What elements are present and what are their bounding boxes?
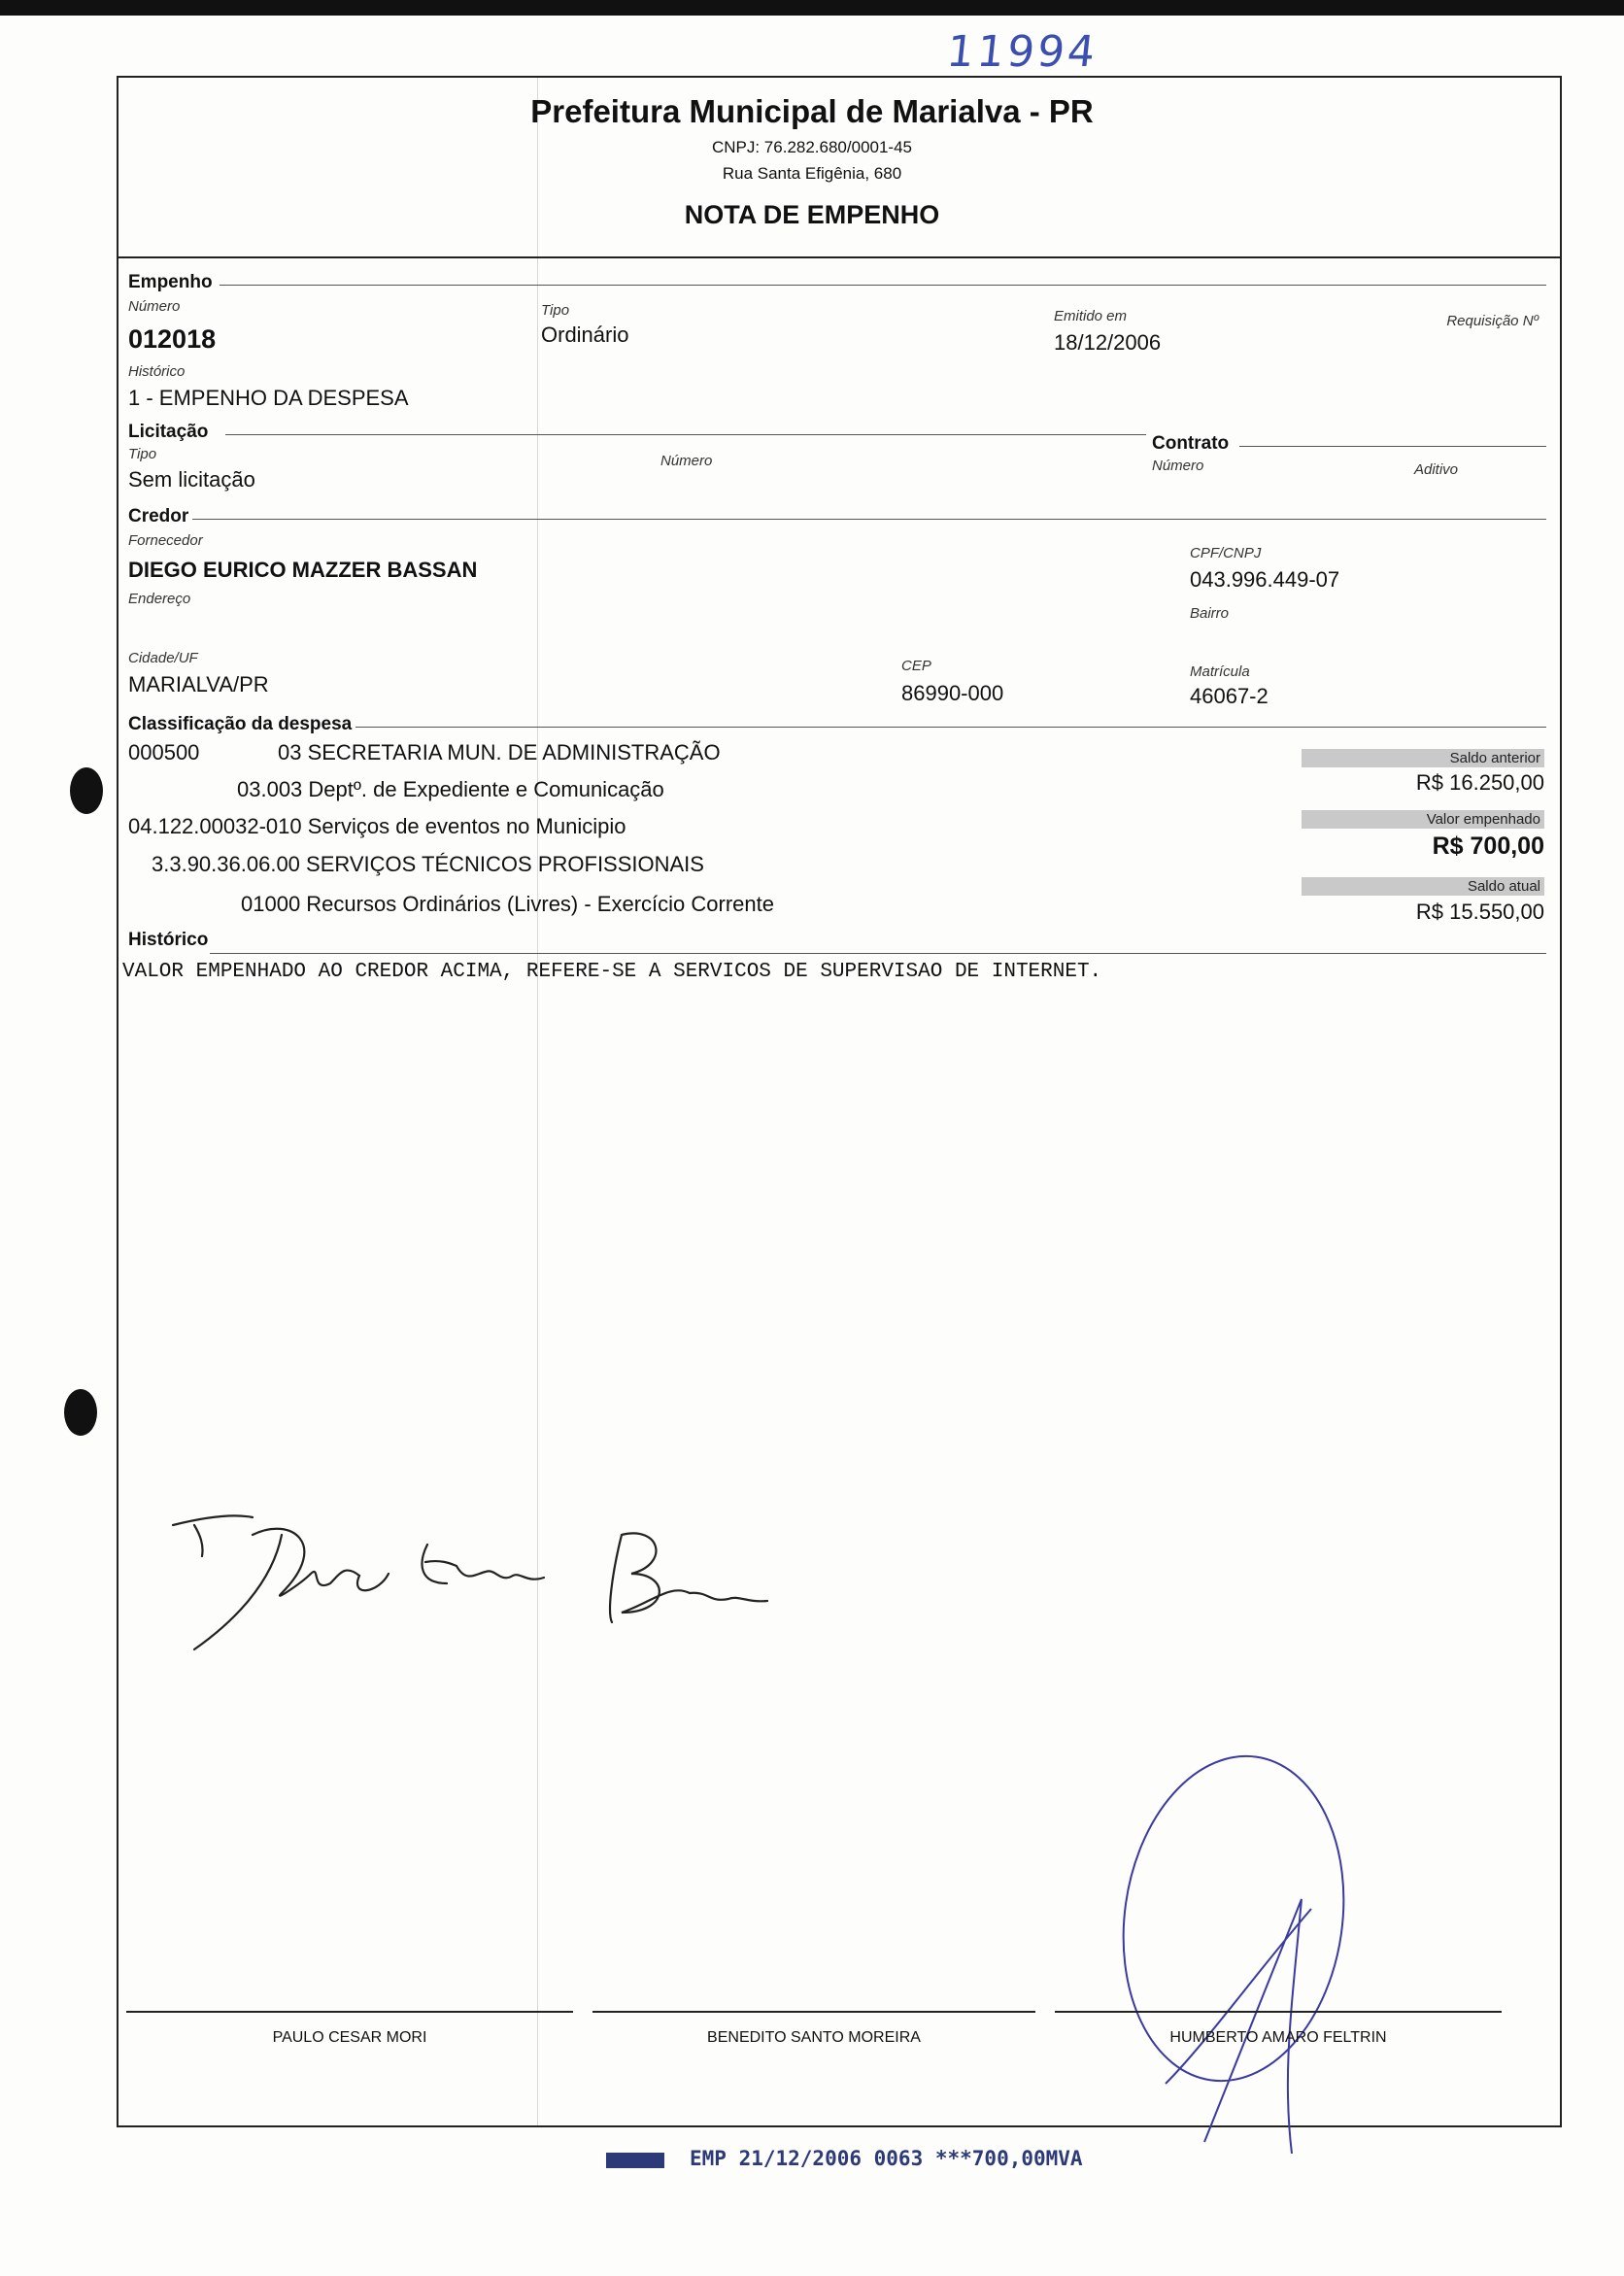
section-licitacao: Licitação [128, 422, 209, 442]
classificacao-line: 3.3.90.36.06.00 SERVIÇOS TÉCNICOS PROFISSIONAIS [152, 852, 704, 876]
punch-hole [70, 767, 103, 814]
saldo-atual-label: Saldo atual [1302, 877, 1544, 896]
historico-value-top: 1 - EMPENHO DA DESPESA [128, 386, 409, 410]
classificacao-line: 000500 [128, 740, 200, 764]
signature-line [1055, 2011, 1502, 2013]
historico-text: VALOR EMPENHADO AO CREDOR ACIMA, REFERE-SE A SERVICOS DE SUPERVISAO DE INTERNET. [122, 961, 1102, 983]
classificacao-line: 01000 Recursos Ordinários (Livres) - Exercício Corrente [241, 892, 774, 916]
signatory-name: BENEDITO SANTO MOREIRA [707, 2029, 921, 2046]
emitido-date: 18/12/2006 [1054, 330, 1162, 355]
signatory-name: HUMBERTO AMARO FELTRIN [1169, 2029, 1387, 2046]
classificacao-line: 03 SECRETARIA MUN. DE ADMINISTRAÇÃO [278, 740, 721, 764]
cpf-value: 043.996.449-07 [1190, 567, 1340, 592]
saldo-anterior-value: R$ 16.250,00 [1415, 770, 1544, 795]
section-credor: Credor [128, 506, 189, 527]
cidade-value: MARIALVA/PR [128, 672, 269, 696]
classificacao-line: 04.122.00032-010 Serviços de eventos no Municipio [128, 814, 626, 838]
stamp-text: EMP 21/12/2006 0063 ***700,00MVA [690, 2147, 1083, 2170]
emitido-label: Emitido em [1054, 308, 1128, 324]
empenho-numero-label: Número [128, 298, 181, 315]
doc-title: NOTA DE EMPENHO [684, 200, 940, 229]
historico-rule [210, 953, 1546, 954]
credor-rule [192, 519, 1546, 520]
contrato-numero-label: Número [1152, 458, 1204, 474]
handwritten-number: 11994 [944, 27, 1100, 77]
page-title: Prefeitura Municipal de Marialva - PR [530, 93, 1094, 129]
matricula-label: Matrícula [1190, 663, 1250, 680]
cidade-label: Cidade/UF [128, 650, 198, 666]
section-classificacao: Classificação da despesa [128, 714, 353, 734]
classificacao-rule [355, 727, 1546, 728]
historico-label-top: Histórico [128, 363, 186, 380]
handwritten-signature [165, 1506, 787, 1661]
fornecedor-name: DIEGO EURICO MAZZER BASSAN [128, 558, 478, 582]
signature-line [592, 2011, 1035, 2013]
header-divider [117, 256, 1562, 258]
licitacao-numero-label: Número [660, 453, 713, 469]
cep-label: CEP [901, 658, 931, 674]
cpf-label: CPF/CNPJ [1190, 545, 1262, 561]
saldo-anterior-label: Saldo anterior [1302, 749, 1544, 767]
cep-value: 86990-000 [901, 681, 1004, 705]
section-contrato: Contrato [1152, 433, 1230, 454]
valor-empenhado-value: R$ 700,00 [1432, 832, 1544, 860]
fold-line [537, 78, 538, 2125]
fornecedor-label: Fornecedor [128, 532, 203, 549]
saldo-atual-value: R$ 15.550,00 [1415, 900, 1544, 924]
signatory-name: PAULO CESAR MORI [272, 2029, 427, 2046]
scan-top-edge [0, 0, 1624, 16]
empenho-tipo: Ordinário [541, 323, 629, 347]
requisicao-label: Requisição Nº [1446, 313, 1539, 329]
official-signature [1107, 1753, 1360, 2161]
cnpj: CNPJ: 76.282.680/0001-45 [711, 138, 913, 156]
stamp-logo [606, 2153, 664, 2168]
empenho-numero: 012018 [128, 324, 217, 354]
endereco-label: Endereço [128, 591, 191, 607]
licitacao-rule [225, 434, 1146, 435]
section-empenho: Empenho [128, 272, 213, 292]
empenho-rule [220, 285, 1546, 286]
punch-hole [64, 1389, 97, 1436]
licitacao-tipo-label: Tipo [128, 446, 157, 462]
matricula-value: 46067-2 [1190, 684, 1269, 708]
valor-empenhado-label: Valor empenhado [1302, 810, 1544, 829]
licitacao-tipo: Sem licitação [128, 467, 255, 492]
address: Rua Santa Efigênia, 680 [722, 164, 902, 183]
section-historico: Histórico [128, 930, 209, 950]
classificacao-line: 03.003 Deptº. de Expediente e Comunicação [237, 777, 664, 801]
contrato-rule [1239, 446, 1546, 447]
signature-line [126, 2011, 573, 2013]
bairro-label: Bairro [1190, 605, 1230, 622]
contrato-aditivo-label: Aditivo [1414, 461, 1459, 478]
empenho-tipo-label: Tipo [541, 302, 570, 319]
